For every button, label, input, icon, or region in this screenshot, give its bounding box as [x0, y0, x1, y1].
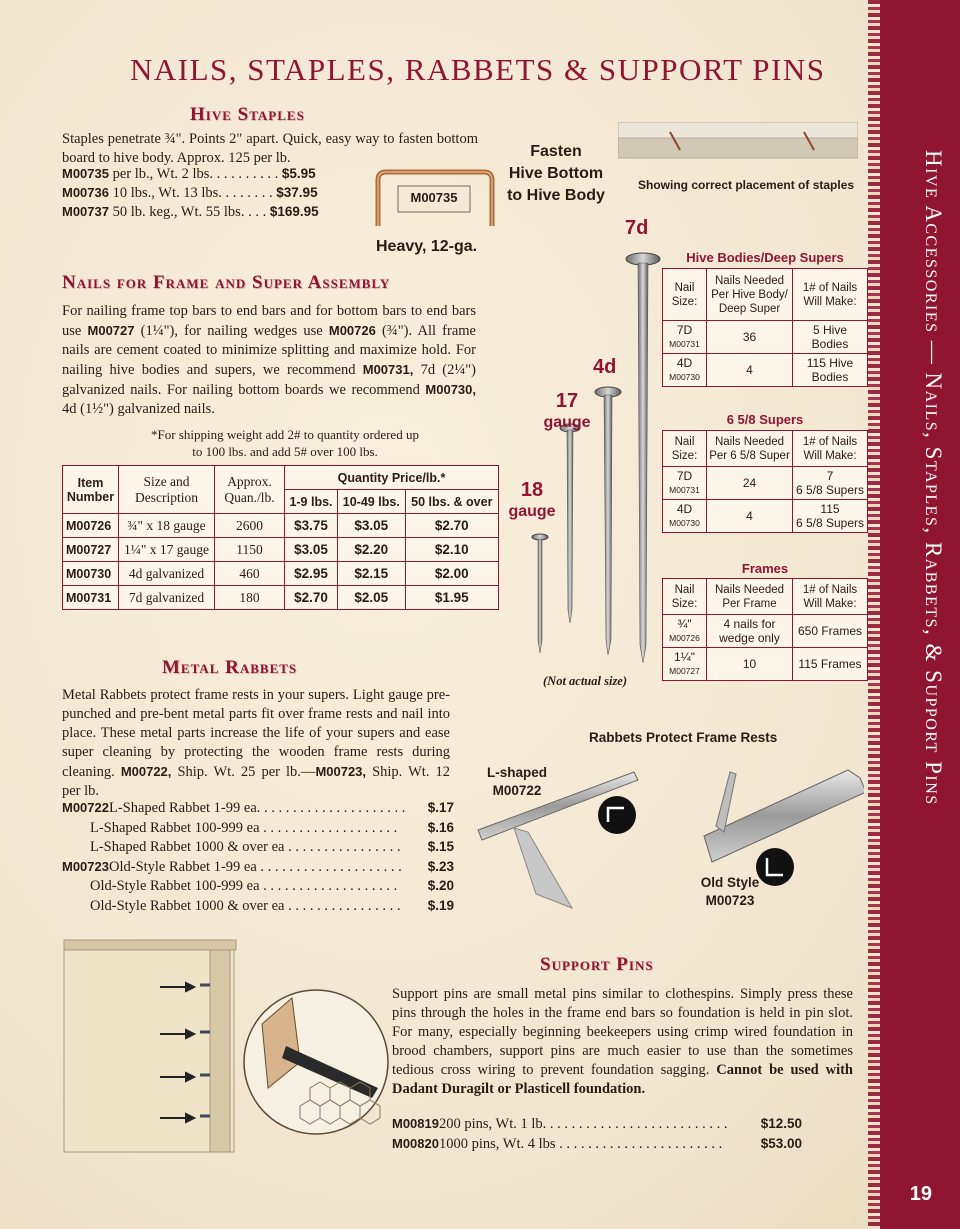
- rabbet-item: L-Shaped Rabbet 1000 & over ea . . . . . . . . . . . . . . . . $.15: [90, 839, 454, 855]
- nails-heading: Nails for Frame and Super Assembly: [62, 272, 391, 293]
- sidebar-title: Hive Accessories — Nails, Staples, Rabbets, & Support Pins: [921, 150, 946, 806]
- supers-title: 6 5/8 Supers: [726, 412, 804, 427]
- staples-item: M00737 50 lb. keg., Wt. 55 lbs. . . . $169.95: [62, 204, 319, 220]
- table-row: M00730 4d galvanized 460 $2.95 $2.15 $2.00: [63, 562, 499, 586]
- page-title: NAILS, STAPLES, RABBETS & SUPPORT PINS: [130, 52, 826, 87]
- table-row: M00731 7d galvanized 180 $2.70 $2.05 $1.95: [63, 586, 499, 610]
- rabbet-item: M00722 L-Shaped Rabbet 1-99 ea. . . . . . . . . . . . . . . . . . . . . $.17: [62, 800, 454, 816]
- table-row: 7D M00731 24 7 6 5/8 Supers: [663, 467, 868, 500]
- staples-heading: Hive Staples: [190, 104, 305, 125]
- rabbets-image: [474, 762, 864, 922]
- table-row: M00727 1¼" x 17 gauge 1150 $3.05 $2.20 $2.10: [63, 538, 499, 562]
- placement-caption: Showing correct placement of staples: [638, 178, 855, 192]
- rabbet-item: M00723 Old-Style Rabbet 1-99 ea . . . . . . . . . . . . . . . . . . . . $.23: [62, 858, 454, 875]
- nail-4d-label: 4d: [593, 356, 617, 378]
- rabbets-text: Metal Rabbets protect frame rests in your supers. Light gauge pre-punched and pre-bent metal parts fit over frame rests and nail into place. These metal parts increase the life of your supers and ease super cleaning by protecting the wooden frame rests during cleaning. M00722, Ship. Wt. 25 per lb.—M00723, Ship. Wt. 12 per lb.: [62, 687, 451, 799]
- support-pins-text: Support pins are small metal pins similar to clothespins. Simply press these pins through the holes in the frame end bars so foundation is held in pin slot. For many, especially beginning beekeepers using crimp wired foundation in brood chambers, support pins are much easier to use than the sometimes tedious cross wiring to prevent foundation sagging. Cannot be used with Dadant Duragilt or Plasticell foundation.: [392, 986, 853, 1097]
- hive-bodies-title: Hive Bodies/Deep Supers: [686, 250, 844, 265]
- table-row: 4D M00730 4 115 Hive Bodies: [663, 354, 868, 387]
- table-row: 4D M00730 4 115 6 5/8 Supers: [663, 500, 868, 533]
- supers-table: Nail Size: Nails Needed Per 6 5/8 Super 1# of Nails Will Make: 7D M00731 24 7 6 5/8 Supers 4D M00730 4 115 6 5/8 Supers: [662, 430, 868, 533]
- staples-price-list: [62, 166, 402, 223]
- staple-sku-label: M00735: [410, 190, 458, 205]
- gauge-17-label: 17 gauge: [543, 390, 591, 431]
- staples-text: Staples penetrate ¾". Points 2" apart. Quick, easy way to fasten bottom board to hive body. Approx. 125 per lb.: [62, 131, 478, 166]
- shipping-note: *For shipping weight add 2# to quantity ordered up to 100 lbs. and add 5# over 100 lbs.: [151, 427, 419, 459]
- hive-board-image: [618, 122, 858, 160]
- rabbets-caption: Rabbets Protect Frame Rests: [589, 730, 778, 745]
- gauge-18-label: 18 gauge: [508, 479, 556, 520]
- table-row: M00726 ¾" x 18 gauge 2600 $3.75 $3.05 $2.70: [63, 514, 499, 538]
- rabbet-item: L-Shaped Rabbet 100-999 ea . . . . . . . . . . . . . . . . . . . $.16: [90, 819, 454, 836]
- fasten-caption: Fasten Hive Bottom to Hive Body: [507, 143, 605, 204]
- staples-item: M00736 10 lbs., Wt. 13 lbs. . . . . . . . $37.95: [62, 185, 318, 201]
- nails-image: [520, 245, 665, 675]
- oldstyle-label: Old Style M00723: [700, 875, 760, 908]
- rabbet-item: Old-Style Rabbet 100-999 ea . . . . . . . . . . . . . . . . . . . $.20: [90, 878, 454, 894]
- col-price-2: 10-49 lbs.: [337, 490, 405, 514]
- lshape-label: L-shaped M00722: [486, 765, 547, 798]
- table-row: ¾" M00726 4 nails for wedge only 650 Frames: [663, 615, 868, 648]
- pins-item: M00819 200 pins, Wt. 1 lb. . . . . . . . . . . . . . . . . . . . . . . . . . $12.50: [392, 1116, 802, 1132]
- table-row: 7D M00731 36 5 Hive Bodies: [663, 321, 868, 354]
- support-pins-price-list: [392, 1116, 802, 1156]
- staple-gauge-label: Heavy, 12-ga.: [376, 238, 478, 255]
- col-size: Size and Description: [119, 466, 215, 514]
- page-number: 19: [909, 1183, 932, 1205]
- rabbets-price-list: [62, 800, 454, 917]
- col-price-3: 50 lbs. & over: [405, 490, 498, 514]
- rabbets-heading: Metal Rabbets: [162, 657, 298, 678]
- nails-text: For nailing frame top bars to end bars and for bottom bars to end bars use M00727 (1¼"), for nailing wedges use M00726 (¾"). All frame nails are cement coated to minimize splitting and maximize hold. For nailing hive bodies and supers, we recommend M00731, 7d (2¼") galvanized nails. For nailing bottom boards we recommend M00730, 4d (1½") galvanized nails.: [62, 303, 477, 417]
- frames-table: Nail Size: Nails Needed Per Frame 1# of Nails Will Make: ¾" M00726 4 nails for wedge only 650 Frames 1¼" M00727 10 115 Frames: [662, 578, 868, 681]
- pins-item: M00820 1000 pins, Wt. 4 lbs . . . . . . . . . . . . . . . . . . . . . . . $53.00: [392, 1136, 802, 1152]
- nail-price-table: [62, 465, 499, 610]
- support-pins-heading: Support Pins: [540, 954, 654, 975]
- support-pins-image: [60, 938, 390, 1156]
- table-row: 1¼" M00727 10 115 Frames: [663, 648, 868, 681]
- not-actual-size: (Not actual size): [543, 674, 628, 688]
- col-item: Item Number: [63, 466, 119, 514]
- col-quan: Approx. Quan./lb.: [215, 466, 285, 514]
- col-price-1: 1-9 lbs.: [285, 490, 338, 514]
- hive-bodies-table: Nail Size: Nails Needed Per Hive Body/ Deep Super 1# of Nails Will Make: 7D M00731 36 5 Hive Bodies 4D M00730 4 115 Hive Bodies: [662, 268, 868, 387]
- nail-7d-label: 7d: [625, 217, 649, 239]
- staples-item: M00735 per lb., Wt. 2 lbs. . . . . . . . . . $5.95: [62, 166, 316, 182]
- frames-title: Frames: [741, 561, 789, 576]
- col-quantity-price: Quantity Price/lb.*: [285, 466, 499, 490]
- rabbet-item: Old-Style Rabbet 1000 & over ea . . . . . . . . . . . . . . . . $.19: [90, 897, 454, 914]
